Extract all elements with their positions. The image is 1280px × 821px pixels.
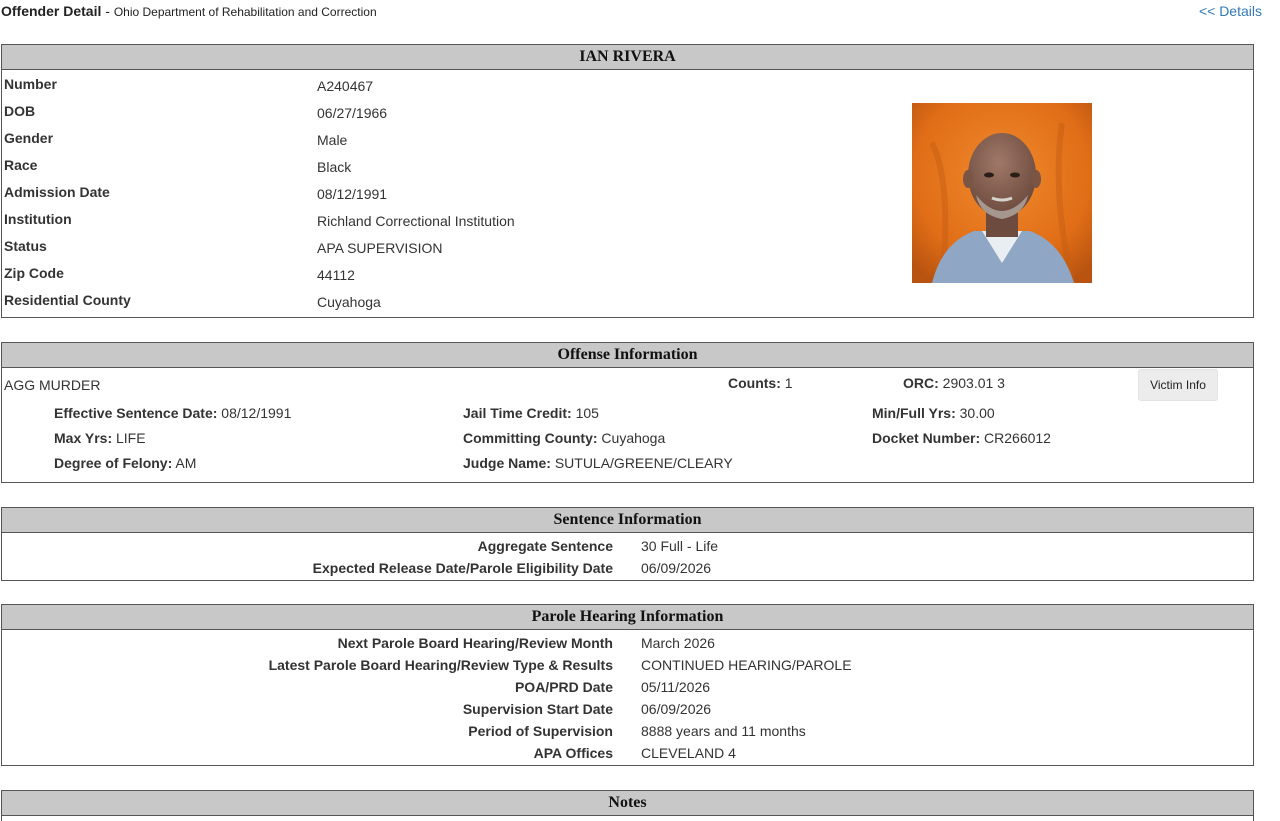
max-yrs-label: Max Yrs:	[54, 430, 113, 446]
min-full-yrs-label: Min/Full Yrs:	[872, 405, 956, 421]
committing-county-field	[463, 430, 665, 446]
period-of-supervision-value: 8888 years and 11 months	[641, 723, 806, 739]
field-value: 08/12/1991	[317, 186, 388, 202]
field-label: Race	[4, 157, 38, 173]
back-to-details-link[interactable]: << Details	[1198, 3, 1262, 19]
effective-sentence-date-value: 08/12/1991	[221, 405, 292, 421]
committing-county-value: Cuyahoga	[601, 430, 666, 446]
effective-sentence-date-label: Effective Sentence Date:	[54, 405, 218, 421]
field-label: Zip Code	[4, 265, 64, 281]
latest-parole-hearing-label: Latest Parole Board Hearing/Review Type & Results	[268, 657, 613, 673]
field-label: Status	[4, 238, 47, 254]
jail-time-credit-field	[463, 405, 599, 421]
offense-information-section	[1, 342, 1254, 483]
page-title	[1, 3, 377, 19]
parole-section-title: Parole Hearing Information	[2, 605, 1253, 630]
apa-offices-value: CLEVELAND 4	[641, 745, 736, 761]
parole-hearing-information-section	[1, 604, 1254, 766]
field-value: APA SUPERVISION	[317, 240, 443, 256]
jail-time-credit-label: Jail Time Credit:	[463, 405, 572, 421]
degree-of-felony-value: AM	[175, 455, 197, 471]
orc-label: ORC:	[903, 375, 939, 391]
next-parole-hearing-value: March 2026	[641, 635, 715, 651]
expected-release-date-value: 06/09/2026	[641, 560, 712, 576]
effective-sentence-date-field	[54, 405, 291, 421]
docket-number-value: CR266012	[984, 430, 1051, 446]
max-yrs-value: LIFE	[116, 430, 146, 446]
counts-field	[728, 375, 793, 391]
judge-name-value: SUTULA/GREENE/CLEARY	[554, 455, 733, 471]
field-label: DOB	[4, 103, 36, 119]
offense-name: AGG MURDER	[4, 377, 101, 393]
field-label: Admission Date	[4, 184, 110, 200]
latest-parole-hearing-value: CONTINUED HEARING/PAROLE	[641, 657, 852, 673]
field-label: Number	[4, 76, 57, 92]
field-label: Residential County	[4, 292, 131, 308]
judge-name-field	[463, 455, 733, 471]
offender-name-header: IAN RIVERA	[2, 45, 1253, 70]
offense-section-title: Offense Information	[2, 343, 1253, 368]
field-row-status	[4, 238, 904, 265]
counts-label: Counts:	[728, 375, 781, 391]
field-row-race	[4, 157, 904, 184]
offender-photo	[912, 103, 1092, 283]
top-bar	[0, 0, 1280, 26]
min-full-yrs-value: 30.00	[959, 405, 995, 421]
degree-of-felony-label: Degree of Felony:	[54, 455, 173, 471]
aggregate-sentence-value: 30 Full - Life	[641, 538, 719, 554]
page-title-separator: -	[101, 3, 114, 19]
field-value: Richland Correctional Institution	[317, 213, 515, 229]
period-of-supervision-label: Period of Supervision	[468, 723, 613, 739]
page-subtitle: Ohio Department of Rehabilitation and Correction	[113, 5, 377, 19]
field-row-zip-code	[4, 265, 904, 292]
field-row-gender	[4, 130, 904, 157]
max-yrs-field	[54, 430, 146, 446]
field-row-residential-county	[4, 292, 904, 319]
poa-prd-date-value: 05/11/2026	[641, 679, 711, 695]
orc-value: 2903.01 3	[942, 375, 1005, 391]
page-title-text: Offender Detail	[1, 3, 102, 19]
field-label: Institution	[4, 211, 72, 227]
poa-prd-date-label: POA/PRD Date	[514, 679, 613, 695]
aggregate-sentence-label: Aggregate Sentence	[477, 538, 613, 554]
field-row-dob	[4, 103, 904, 130]
counts-value: 1	[784, 375, 793, 391]
degree-of-felony-field	[54, 455, 196, 471]
supervision-start-date-value: 06/09/2026	[641, 701, 712, 717]
committing-county-label: Committing County:	[463, 430, 598, 446]
sentence-section-title: Sentence Information	[2, 508, 1253, 533]
notes-section	[1, 790, 1254, 821]
orc-field	[903, 375, 1005, 391]
field-value: 44112	[317, 267, 355, 283]
victim-info-button[interactable]: Victim Info	[1138, 369, 1218, 401]
field-value: 06/27/1966	[317, 105, 388, 121]
apa-offices-label: APA Offices	[533, 745, 613, 761]
field-value: Black	[317, 159, 352, 175]
judge-name-label: Judge Name:	[463, 455, 551, 471]
field-label: Gender	[4, 130, 54, 146]
notes-section-title: Notes	[2, 791, 1253, 816]
supervision-start-date-label: Supervision Start Date	[462, 701, 613, 717]
jail-time-credit-value: 105	[575, 405, 599, 421]
field-row-admission-date	[4, 184, 904, 211]
field-value: Male	[317, 132, 348, 148]
field-row-number	[4, 76, 904, 103]
offender-identity-section	[1, 44, 1254, 318]
min-full-yrs-field	[872, 405, 995, 421]
sentence-information-section	[1, 507, 1254, 581]
docket-number-field	[872, 430, 1051, 446]
field-row-institution	[4, 211, 904, 238]
field-value: Cuyahoga	[317, 294, 381, 310]
docket-number-label: Docket Number:	[872, 430, 981, 446]
next-parole-hearing-label: Next Parole Board Hearing/Review Month	[337, 635, 613, 651]
expected-release-date-label: Expected Release Date/Parole Eligibility Date	[312, 560, 613, 576]
field-value: A240467	[317, 78, 374, 94]
